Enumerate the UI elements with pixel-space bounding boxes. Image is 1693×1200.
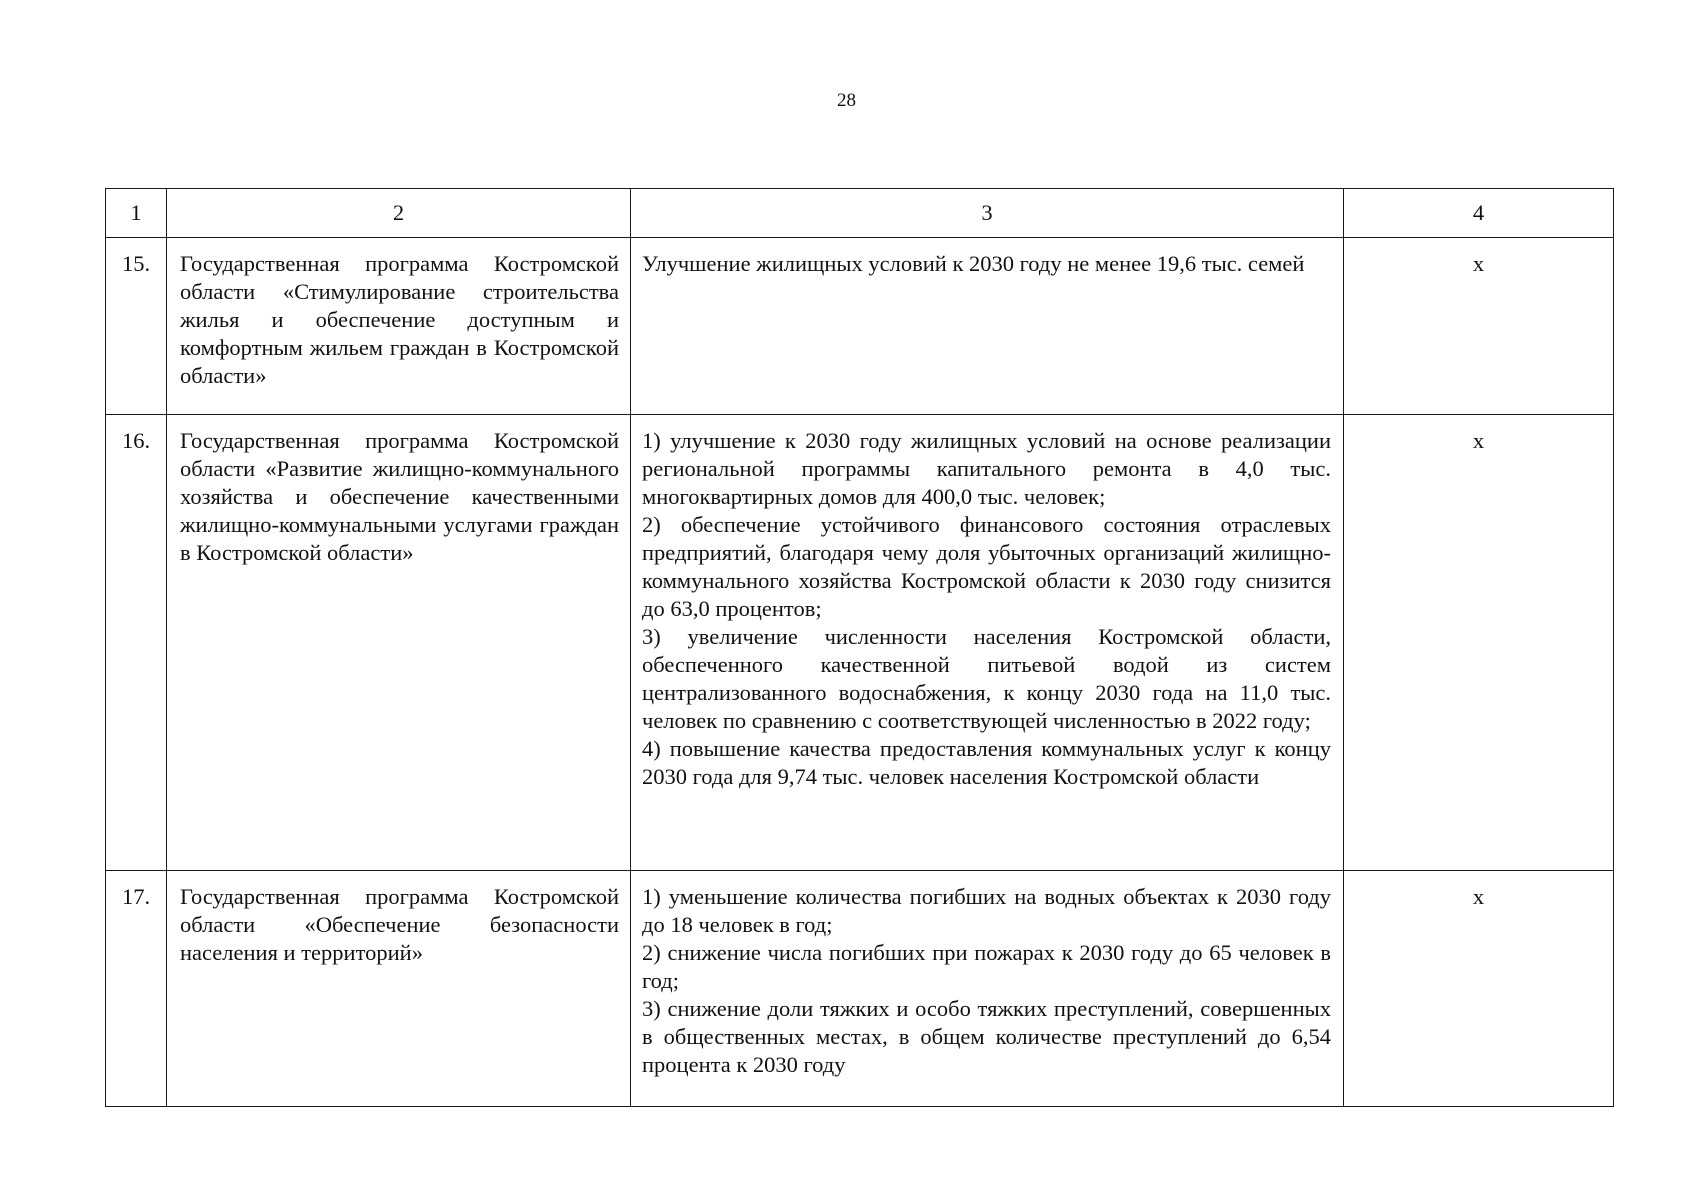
program-name: Государственная программа Костромской области «Стимулирование строительства жилья и обеспечение доступным и комфортным жильем граждан в Костромской области» <box>167 238 631 415</box>
row-number: 16. <box>106 415 167 871</box>
result-item: 2) обеспечение устойчивого финансового состояния отраслевых предприятий, благодаря чему доля убыточных организаций жилищно-коммунального хозяйства Костромской области к 2030 году снизится до 63,0 процентов; <box>642 512 1331 621</box>
program-results <box>631 871 1344 1107</box>
header-cell-4: 4 <box>1344 189 1614 238</box>
header-cell-1: 1 <box>106 189 167 238</box>
result-item: 1) улучшение к 2030 году жилищных условий на основе реализации региональной программы капитального ремонта в 4,0 тыс. многоквартирных домов для 400,0 тыс. человек; <box>642 428 1331 509</box>
table-row <box>106 238 1614 415</box>
result-item: Улучшение жилищных условий к 2030 году не менее 19,6 тыс. семей <box>642 251 1305 276</box>
result-item: 1) уменьшение количества погибших на водных объектах к 2030 году до 18 человек в год; <box>642 884 1331 937</box>
row-number: 17. <box>106 871 167 1107</box>
header-cell-3: 3 <box>631 189 1344 238</box>
header-cell-2: 2 <box>167 189 631 238</box>
table-row <box>106 871 1614 1107</box>
table-header-row <box>106 189 1614 238</box>
program-results <box>631 415 1344 871</box>
result-item: 3) увеличение численности населения Костромской области, обеспеченного качественной питьевой водой из систем централизованного водоснабжения, к концу 2030 года на 11,0 тыс. человек по сравнению с соответствующей численностью в 2022 году; <box>642 624 1331 733</box>
program-name: Государственная программа Костромской области «Развитие жилищно-коммунального хозяйства и обеспечение качественными жилищно-коммунальными услугами граждан в Костромской области» <box>167 415 631 871</box>
row-number: 15. <box>106 238 167 415</box>
mark-cell: х <box>1344 871 1614 1107</box>
result-item: 3) снижение доли тяжких и особо тяжких преступлений, совершенных в общественных местах, в общем количестве преступлений до 6,54 процента к 2030 году <box>642 996 1331 1077</box>
mark-cell: х <box>1344 238 1614 415</box>
document-table <box>105 188 1614 1107</box>
program-results <box>631 238 1344 415</box>
program-name: Государственная программа Костромской области «Обеспечение безопасности населения и территорий» <box>167 871 631 1107</box>
mark-cell: х <box>1344 415 1614 871</box>
page-number: 28 <box>837 90 856 111</box>
result-item: 4) повышение качества предоставления коммунальных услуг к концу 2030 года для 9,74 тыс. человек населения Костромской области <box>642 736 1331 789</box>
result-item: 2) снижение числа погибших при пожарах к 2030 году до 65 человек в год; <box>642 940 1331 993</box>
table-row <box>106 415 1614 871</box>
